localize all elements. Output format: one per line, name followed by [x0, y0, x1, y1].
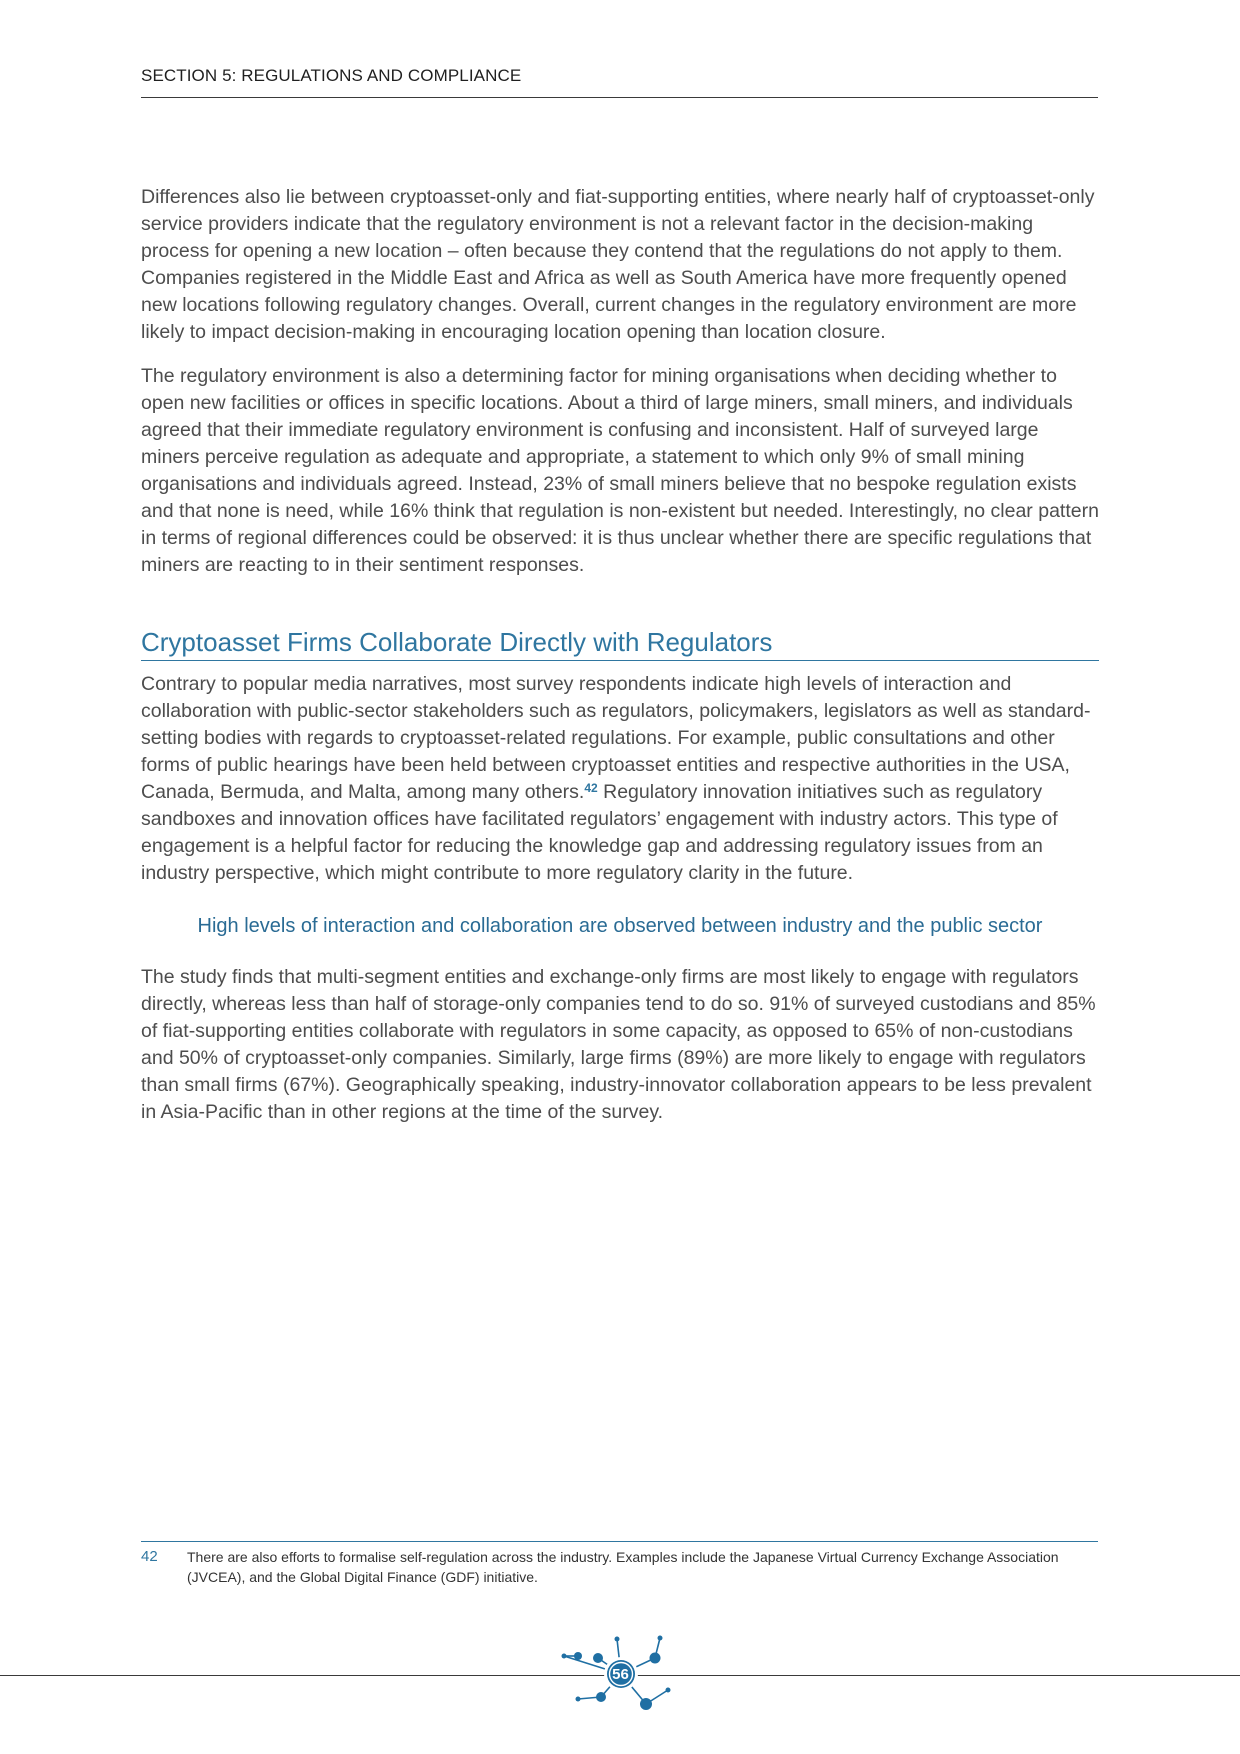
- footnote: [141, 1547, 1101, 1587]
- footnote-divider: [141, 1541, 1098, 1542]
- body-paragraph-1: Differences also lie between cryptoasset-only and fiat-supporting entities, where nearly half of cryptoasset-only service providers indicate that the regulatory environment is not a relevant factor in the decision-making process for opening a new location – often because they contend that the regulations do not apply to them. Companies registered in the Middle East and Africa as well as South America have more frequently opened new locations following regulatory changes. Overall, current changes in the regulatory environment are more likely to impact decision-making in encouraging location opening than location closure.: [141, 186, 1095, 343]
- section-heading: Cryptoasset Firms Collaborate Directly with Regulators: [141, 625, 1099, 661]
- section-title: SECTION 5: REGULATIONS AND COMPLIANCE: [141, 66, 522, 85]
- footnote-text: There are also efforts to formalise self-regulation across the industry. Examples include the Japanese Virtual Currency Exchange Association (JVCEA), and the Global Digital Finance (GDF) initiative.: [187, 1549, 1059, 1585]
- footnote-reference[interactable]: 42: [584, 781, 598, 795]
- footnote-number: 42: [141, 1548, 158, 1565]
- page-number: 56: [612, 1666, 629, 1683]
- body-paragraph-2: The regulatory environment is also a determining factor for mining organisations when deciding whether to open new facilities or offices in specific locations. About a third of large miners, small miners, and individuals agreed that their immediate regulatory environment is confusing and inconsistent. Half of surveyed large miners perceive regulation as adequate and appropriate, a statement to which only 9% of small mining organisations and individuals agreed. Instead, 23% of small miners believe that no bespoke regulation exists and that none is need, while 16% think that regulation is non-existent but needed. Interestingly, no clear pattern in terms of regional differences could be observed: it is thus unclear whether there are specific regulations that miners are reacting to in their sentiment responses.: [141, 365, 1099, 576]
- pull-quote: High levels of interaction and collaboration are observed between industry and the public sector: [197, 915, 1043, 937]
- section-paragraph-1-text: Contrary to popular media narratives, most survey respondents indicate high levels of interaction and collaboration with public-sector stakeholders such as regulators, policymakers, legislators as well as standard-setting bodies with regards to cryptoasset-related regulations. For example, public consultations and other forms of public hearings have been held between cryptoasset entities and respective authorities in the USA, Canada, Bermuda, and Malta, among many others.: [141, 673, 1091, 803]
- section-paragraph-1: [141, 671, 1099, 887]
- main-content: [141, 184, 1099, 1143]
- section-paragraph-2: The study finds that multi-segment entities and exchange-only firms are most likely to engage with regulators directly, whereas less than half of storage-only companies tend to do so. 91% of surveyed custodians and 85% of fiat-supporting entities collaborate with regulators in some capacity, as opposed to 65% of non-custodians and 50% of cryptoasset-only companies. Similarly, large firms (89%) are more likely to engage with regulators than small firms (67%). Geographically speaking, industry-innovator collaboration appears to be less prevalent in Asia-Pacific than in other regions at the time of the survey.: [141, 966, 1096, 1123]
- section-paragraph-1-continued: Regulatory innovation initiatives such as regulatory sandboxes and innovation offices have facilitated regulators’ engagement with industry actors. This type of engagement is a helpful factor for reducing the knowledge gap and addressing regulatory issues from an industry perspective, which might contribute to more regulatory clarity in the future.: [141, 781, 1058, 884]
- page-header: [141, 66, 1098, 98]
